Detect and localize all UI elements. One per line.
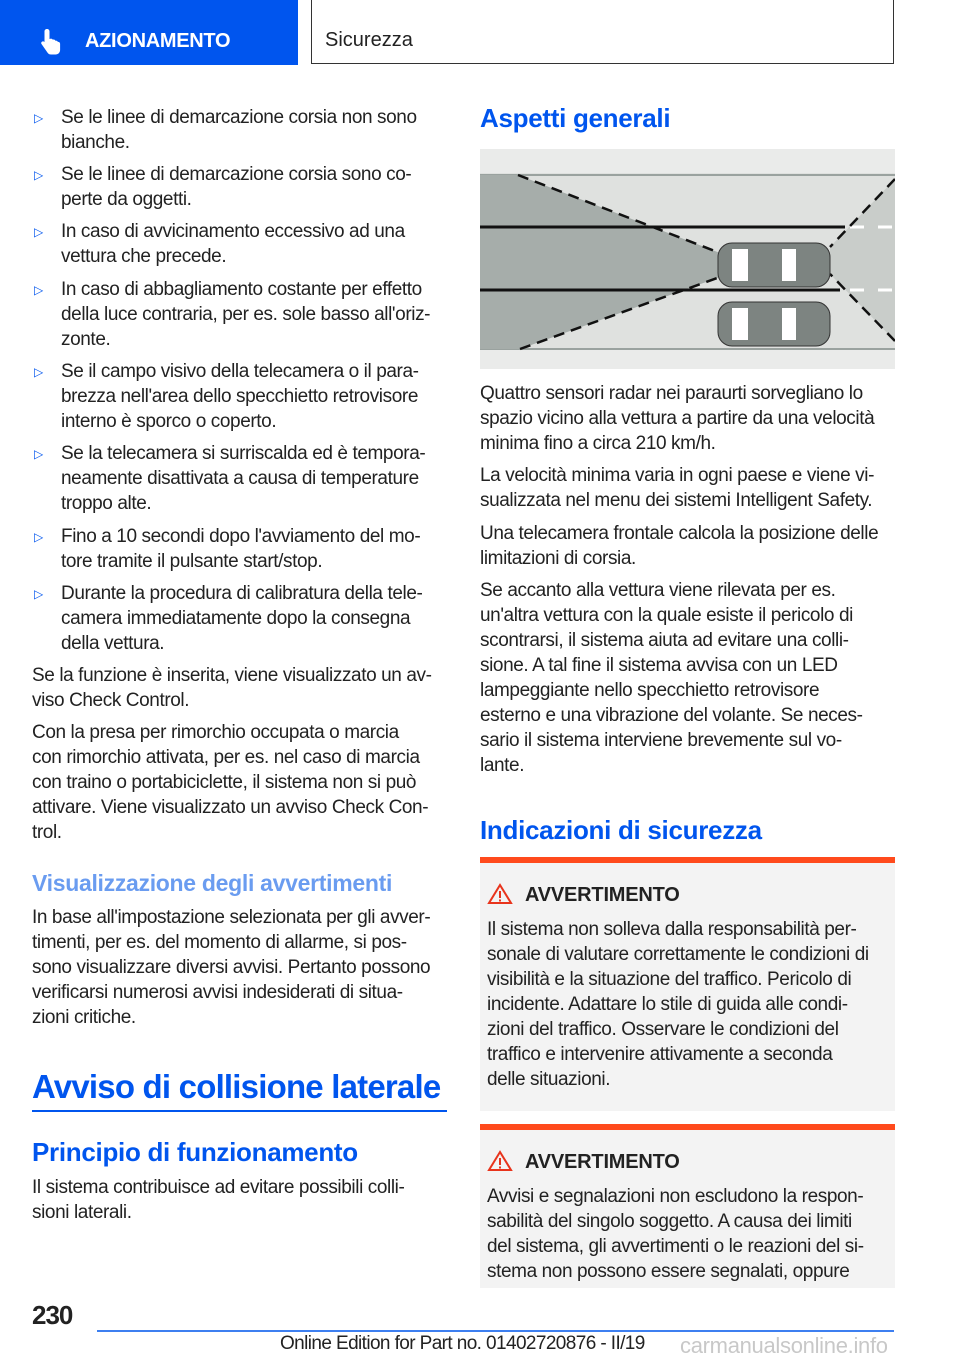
edition-info: Online Edition for Part no. 01402720876 - II/19 xyxy=(280,1333,645,1354)
text-line: incidente. Adattare lo stile di guida alle condi- xyxy=(487,994,848,1015)
text-line: Fino a 10 secondi dopo l'avviamento del mo- xyxy=(61,526,421,547)
text-line: scontrarsi, il sistema aiuta ad evitare una colli- xyxy=(480,630,849,651)
bullet-marker-icon: ▷ xyxy=(34,530,44,544)
text-line: sualizzata nel menu dei sistemi Intelligent Safety. xyxy=(480,490,873,511)
paragraph xyxy=(32,663,452,713)
text-line: visibilità e la situazione del traffico. Pericolo di xyxy=(487,969,852,990)
text-line: bianche. xyxy=(61,132,130,153)
text-line: zonte. xyxy=(61,329,111,350)
text-line: con rimorchio attivata, per es. nel caso di marcia xyxy=(32,747,420,768)
text-line: brezza nell'area dello specchietto retrovisore xyxy=(61,386,418,407)
warning-triangle-icon xyxy=(487,883,513,905)
text-line: sario il sistema interviene brevemente sul vo- xyxy=(480,730,842,751)
bullet-item xyxy=(61,441,451,516)
text-line: con traino o portabiciclette, il sistema non si può xyxy=(32,772,417,793)
text-line: Se accanto alla vettura viene rilevata per es. xyxy=(480,580,836,601)
text-line: stema non possono essere segnalati, oppure xyxy=(487,1261,850,1282)
bullet-marker-icon: ▷ xyxy=(34,111,44,125)
text-line: In caso di avvicinamento eccessivo ad una xyxy=(61,221,405,242)
text-line: La velocità minima varia in ogni paese e viene vi- xyxy=(480,465,874,486)
text-line: Una telecamera frontale calcola la posizione delle xyxy=(480,523,879,544)
text-line: Durante la procedura di calibratura della tele- xyxy=(61,583,423,604)
warning-title: AVVERTIMENTO xyxy=(525,1151,680,1173)
text-line: Se le linee di demarcazione corsia sono co- xyxy=(61,164,412,185)
subheading-principle: Principio di funzionamento xyxy=(32,1137,358,1167)
section-tab[interactable] xyxy=(0,0,298,65)
text-line: lampeggiante nello specchietto retrovisore xyxy=(480,680,820,701)
text-line: della vettura. xyxy=(61,633,165,654)
text-line: sono visualizzare diversi avvisi. Pertanto possono xyxy=(32,957,431,978)
paragraph xyxy=(480,521,900,571)
text-line: della luce contraria, per es. sole basso all'oriz- xyxy=(61,304,431,325)
text-line: delle situazioni. xyxy=(487,1069,611,1090)
text-line: verificarsi numerosi avvisi indesiderati di situa- xyxy=(32,982,403,1003)
subheading-general: Aspetti generali xyxy=(480,103,671,133)
bullet-marker-icon: ▷ xyxy=(34,365,44,379)
bullet-item xyxy=(61,581,451,656)
text-line: zioni del traffico. Osservare le condizioni del xyxy=(487,1019,839,1040)
text-line: Quattro sensori radar nei paraurti sorvegliano lo xyxy=(480,383,863,404)
section-title: AZIONAMENTO xyxy=(85,30,231,52)
text-line: lante. xyxy=(480,755,525,776)
warning-title: AVVERTIMENTO xyxy=(525,884,680,906)
text-line: vettura che precede. xyxy=(61,246,227,267)
text-line: Se le linee di demarcazione corsia non sono xyxy=(61,107,417,128)
bullet-item xyxy=(61,162,451,212)
text-line: sabilità del singolo soggetto. A causa dei limiti xyxy=(487,1211,852,1232)
text-line: troppo alte. xyxy=(61,493,152,514)
warning-triangle-icon xyxy=(487,1150,513,1172)
heading-underline xyxy=(32,1110,447,1112)
text-line: trol. xyxy=(32,822,62,843)
paragraph xyxy=(32,905,452,1030)
bullet-marker-icon: ▷ xyxy=(34,283,44,297)
text-line: tore tramite il pulsante start/stop. xyxy=(61,551,323,572)
bullet-marker-icon: ▷ xyxy=(34,587,44,601)
bullet-marker-icon: ▷ xyxy=(34,447,44,461)
bullet-item xyxy=(61,277,451,352)
subheading-safety: Indicazioni di sicurezza xyxy=(480,815,762,845)
text-line: camera immediatamente dopo la consegna xyxy=(61,608,411,629)
chapter-tab[interactable] xyxy=(311,0,894,64)
text-line: Se la funzione è inserita, viene visualizzato un av- xyxy=(32,665,432,686)
text-line: viso Check Control. xyxy=(32,690,190,711)
text-line: timenti, per es. del momento di allarme, si pos- xyxy=(32,932,407,953)
text-line: interno è sporco o coperto. xyxy=(61,411,277,432)
text-line: sione. A tal fine il sistema avvisa con un LED xyxy=(480,655,838,676)
paragraph xyxy=(32,1175,452,1225)
bullet-item xyxy=(61,219,451,269)
text-line: minima fino a circa 210 km/h. xyxy=(480,433,716,454)
text-line: neamente disattivata a causa di temperature xyxy=(61,468,419,489)
radar-coverage-illustration xyxy=(480,149,895,369)
text-line: Se il campo visivo della telecamera o il para- xyxy=(61,361,419,382)
bullet-marker-icon: ▷ xyxy=(34,225,44,239)
chapter-title: Sicurezza xyxy=(325,29,413,51)
warning-text xyxy=(487,1184,864,1284)
text-line: In caso di abbagliamento costante per effetto xyxy=(61,279,422,300)
car-icon xyxy=(718,243,830,287)
text-line: Avvisi e segnalazioni non escludono la respon- xyxy=(487,1186,864,1207)
text-line: zioni critiche. xyxy=(32,1007,136,1028)
text-line: Il sistema non solleva dalla responsabilità per- xyxy=(487,919,857,940)
text-line: del sistema, gli avvertimenti o le reazioni del si- xyxy=(487,1236,864,1257)
text-line: attivare. Viene visualizzato un avviso Check Con- xyxy=(32,797,429,818)
subheading-warnings-display: Visualizzazione degli avvertimenti xyxy=(32,870,393,896)
section-heading: Avviso di collisione laterale xyxy=(32,1068,441,1105)
page-number: 230 xyxy=(32,1300,73,1330)
footer-divider xyxy=(97,1330,894,1332)
paragraph xyxy=(480,578,900,778)
text-line: sonale di valutare correttamente le condizioni di xyxy=(487,944,869,965)
watermark: carmanualsonline.info xyxy=(680,1333,888,1358)
text-line: Con la presa per rimorchio occupata o marcia xyxy=(32,722,399,743)
bullet-item xyxy=(61,524,451,574)
text-line: limitazioni di corsia. xyxy=(480,548,636,569)
text-line: perte da oggetti. xyxy=(61,189,192,210)
text-line: spazio vicino alla vettura a partire da una velocità xyxy=(480,408,875,429)
bullet-item xyxy=(61,359,451,434)
paragraph xyxy=(480,463,900,513)
text-line: Il sistema contribuisce ad evitare possibili colli- xyxy=(32,1177,405,1198)
text-line: traffico e intervenire attivamente a seconda xyxy=(487,1044,833,1065)
paragraph xyxy=(32,720,452,845)
text-line: un'altra vettura con la quale esiste il pericolo di xyxy=(480,605,853,626)
text-line: esterno e una vibrazione del volante. Se neces- xyxy=(480,705,863,726)
bullet-marker-icon: ▷ xyxy=(34,168,44,182)
text-line: sioni laterali. xyxy=(32,1202,132,1223)
car-icon xyxy=(718,302,830,346)
bullet-item xyxy=(61,105,451,155)
text-line: In base all'impostazione selezionata per gli avver- xyxy=(32,907,431,928)
text-line: Se la telecamera si surriscalda ed è tempora- xyxy=(61,443,426,464)
paragraph xyxy=(480,381,900,456)
hand-pointer-icon xyxy=(40,27,66,55)
warning-text xyxy=(487,917,869,1092)
